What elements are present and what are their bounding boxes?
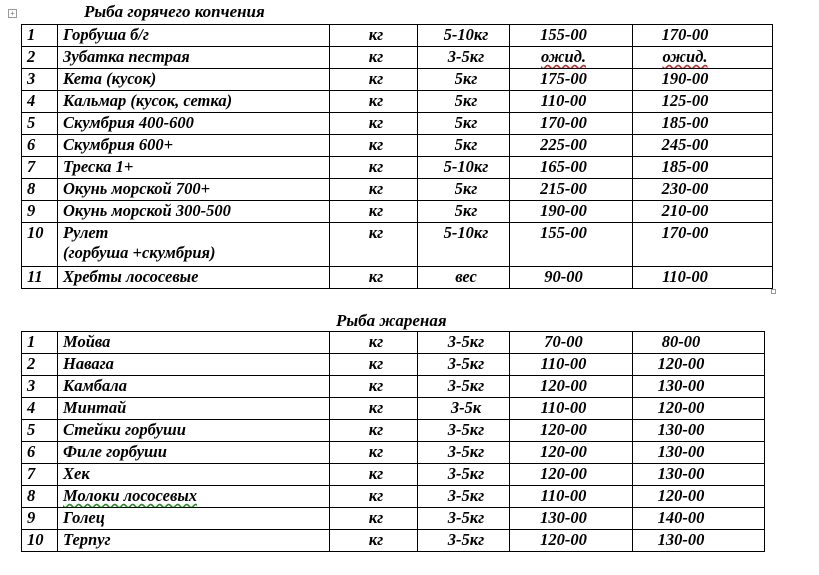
price-1: 110-00 [540, 91, 587, 110]
unit: кг [368, 442, 384, 461]
table-row [22, 376, 765, 398]
price-2: ожид. [662, 47, 708, 66]
package-weight: 5-10кг [443, 157, 489, 176]
price-2-cell [633, 464, 765, 486]
price-2-cell [633, 332, 765, 354]
row-number-cell [22, 464, 58, 486]
product-name: Скумбрия 400-600 [63, 113, 194, 132]
price-2: 245-00 [661, 135, 709, 154]
unit-cell [330, 354, 418, 376]
price-2-cell [633, 223, 773, 267]
price-2: 140-00 [657, 508, 705, 527]
price-2-cell [633, 25, 773, 47]
price-1: ожид. [540, 47, 587, 66]
price-1: 225-00 [540, 135, 587, 154]
price-2: 80-00 [661, 332, 701, 351]
price-1: 120-00 [540, 442, 587, 461]
product-name-cell [58, 179, 330, 201]
unit-cell [330, 223, 418, 267]
product-name-cell [58, 25, 330, 47]
package-weight: 3-5кг [447, 508, 485, 527]
price-2: 210-00 [661, 201, 709, 220]
price-1-cell [510, 508, 633, 530]
table-row [22, 223, 773, 267]
unit-cell [330, 135, 418, 157]
price-1: 110-00 [540, 354, 587, 373]
table-row [22, 91, 773, 113]
price-2-cell [633, 486, 765, 508]
table-row [22, 69, 773, 91]
price-1-cell [510, 223, 633, 267]
row-number: 4 [27, 398, 36, 417]
row-number: 6 [27, 442, 36, 461]
unit-cell [330, 25, 418, 47]
price-1: 70-00 [544, 332, 583, 351]
unit: кг [368, 354, 384, 373]
price-2-cell [633, 376, 765, 398]
product-name-cell [58, 332, 330, 354]
unit-cell [330, 420, 418, 442]
row-number: 5 [27, 420, 36, 439]
price-2-cell [633, 420, 765, 442]
row-number-cell [22, 179, 58, 201]
price-1: 165-00 [540, 157, 587, 176]
package-weight: 5кг [454, 69, 478, 88]
price-2: 125-00 [661, 91, 709, 110]
table-row [22, 530, 765, 552]
unit: кг [368, 486, 384, 505]
price-1: 170-00 [540, 113, 587, 132]
package-weight: 3-5кг [447, 530, 485, 549]
product-name: Минтай [63, 398, 127, 417]
price-2-cell [633, 267, 773, 289]
unit-cell [330, 69, 418, 91]
product-name: Треска 1+ [63, 157, 134, 176]
product-name: Хребты лососевые [63, 267, 199, 286]
row-number: 3 [27, 376, 36, 395]
table-row [22, 332, 765, 354]
product-name-cell [58, 398, 330, 420]
unit-cell [330, 91, 418, 113]
price-1: 110-00 [540, 486, 587, 505]
price-2-cell [633, 69, 773, 91]
product-name: Камбала [63, 376, 127, 395]
package-weight: 5кг [454, 135, 478, 154]
price-2-cell [633, 47, 773, 69]
package-weight: 3-5кг [447, 442, 485, 461]
product-name-cell [58, 157, 330, 179]
package-weight-cell [418, 398, 510, 420]
unit: кг [368, 157, 384, 176]
price-1-cell [510, 179, 633, 201]
package-weight-cell [418, 201, 510, 223]
package-weight-cell [418, 157, 510, 179]
table-row [22, 135, 773, 157]
package-weight: 5кг [454, 91, 478, 110]
price-2: 120-00 [657, 354, 705, 373]
row-number-cell [22, 113, 58, 135]
row-number-cell [22, 135, 58, 157]
price-1: 120-00 [540, 376, 587, 395]
product-name: Молоки лососевых [63, 486, 198, 505]
package-weight-cell [418, 223, 510, 267]
unit: кг [368, 113, 384, 132]
fried-title: Рыба жареная [336, 311, 447, 330]
price-2: 185-00 [661, 157, 709, 176]
unit: кг [368, 25, 384, 44]
price-1-cell [510, 376, 633, 398]
price-1-cell [510, 113, 633, 135]
unit-cell [330, 179, 418, 201]
price-2-cell [633, 398, 765, 420]
table-resize-handle[interactable] [771, 289, 776, 294]
price-2: 120-00 [657, 486, 705, 505]
unit: кг [368, 530, 384, 549]
table-row [22, 398, 765, 420]
price-2: 190-00 [661, 69, 709, 88]
product-name-cell [58, 47, 330, 69]
product-name: Голец [63, 508, 105, 527]
product-name-line-2: (горбуша +скумбрия) [63, 243, 216, 262]
product-name: Хек [63, 464, 90, 483]
price-2: 130-00 [657, 376, 705, 395]
product-name-cell [58, 354, 330, 376]
package-weight: 3-5кг [447, 354, 485, 373]
unit-cell [330, 376, 418, 398]
package-weight: 3-5к [450, 398, 482, 417]
row-number: 1 [27, 25, 36, 44]
table-move-handle-icon[interactable]: + [8, 9, 17, 18]
price-2: 120-00 [657, 398, 705, 417]
package-weight: 5кг [454, 201, 478, 220]
row-number-cell [22, 223, 58, 267]
product-name: Рулет [63, 223, 109, 242]
row-number-cell [22, 69, 58, 91]
row-number-cell [22, 442, 58, 464]
unit-cell [330, 530, 418, 552]
table-row [22, 47, 773, 69]
price-2-cell [633, 179, 773, 201]
price-1: 215-00 [540, 179, 587, 198]
package-weight: вес [455, 267, 477, 286]
product-name: Терпуг [63, 530, 111, 549]
product-name-cell [58, 420, 330, 442]
price-1-cell [510, 464, 633, 486]
row-number: 5 [27, 113, 36, 132]
product-name-cell [58, 201, 330, 223]
price-2-cell [633, 354, 765, 376]
row-number-cell [22, 332, 58, 354]
price-1-cell [510, 25, 633, 47]
price-2-cell [633, 508, 765, 530]
unit: кг [368, 201, 384, 220]
product-name: Стейки горбуши [63, 420, 186, 439]
unit: кг [368, 464, 384, 483]
unit: кг [368, 508, 384, 527]
price-2: 130-00 [657, 464, 705, 483]
unit-cell [330, 267, 418, 289]
row-number: 11 [27, 267, 43, 286]
table-row [22, 442, 765, 464]
row-number: 10 [27, 530, 44, 549]
price-1: 120-00 [540, 464, 587, 483]
table-row [22, 113, 773, 135]
package-weight-cell [418, 442, 510, 464]
row-number: 6 [27, 135, 36, 154]
unit-cell [330, 332, 418, 354]
package-weight-cell [418, 420, 510, 442]
price-2: 230-00 [661, 179, 709, 198]
row-number-cell [22, 201, 58, 223]
row-number: 9 [27, 508, 36, 527]
row-number: 3 [27, 69, 36, 88]
package-weight-cell [418, 69, 510, 91]
product-name-cell [58, 69, 330, 91]
package-weight: 5-10кг [443, 223, 489, 242]
hot-smoked-price-table [21, 24, 773, 289]
row-number-cell [22, 354, 58, 376]
row-number: 10 [27, 223, 44, 242]
row-number: 1 [27, 332, 36, 351]
unit-cell [330, 464, 418, 486]
unit: кг [368, 267, 384, 286]
row-number-cell [22, 47, 58, 69]
unit-cell [330, 157, 418, 179]
product-name: Окунь морской 700+ [63, 179, 210, 198]
product-name-cell [58, 223, 330, 267]
table-row [22, 486, 765, 508]
row-number: 7 [27, 157, 36, 176]
unit-cell [330, 442, 418, 464]
row-number-cell [22, 508, 58, 530]
unit-cell [330, 486, 418, 508]
package-weight-cell [418, 508, 510, 530]
package-weight: 5кг [454, 113, 478, 132]
price-1: 90-00 [544, 267, 583, 286]
price-1: 155-00 [540, 25, 587, 44]
product-name-cell [58, 135, 330, 157]
table-row [22, 201, 773, 223]
product-name-cell [58, 442, 330, 464]
product-name-cell [58, 113, 330, 135]
table-row [22, 25, 773, 47]
price-1-cell [510, 69, 633, 91]
row-number-cell [22, 267, 58, 289]
price-2-cell [633, 157, 773, 179]
product-name: Скумбрия 600+ [63, 135, 174, 154]
package-weight: 5-10кг [443, 25, 489, 44]
package-weight-cell [418, 486, 510, 508]
product-name: Окунь морской 300-500 [63, 201, 231, 220]
package-weight: 3-5кг [447, 376, 485, 395]
row-number-cell [22, 398, 58, 420]
package-weight-cell [418, 376, 510, 398]
price-2-cell [633, 113, 773, 135]
price-1-cell [510, 530, 633, 552]
unit: кг [368, 47, 384, 66]
row-number: 9 [27, 201, 36, 220]
table-row [22, 267, 773, 289]
price-2-cell [633, 135, 773, 157]
row-number-cell [22, 376, 58, 398]
row-number-cell [22, 486, 58, 508]
price-1-cell [510, 486, 633, 508]
price-2: 130-00 [657, 420, 705, 439]
product-name: Кальмар (кусок, сетка) [63, 91, 233, 110]
row-number-cell [22, 530, 58, 552]
hot-smoked-title: Рыба горячего копчения [84, 2, 265, 21]
package-weight-cell [418, 267, 510, 289]
price-1: 130-00 [540, 508, 587, 527]
unit: кг [368, 91, 384, 110]
table-row [22, 354, 765, 376]
package-weight: 3-5кг [447, 332, 485, 351]
unit-cell [330, 201, 418, 223]
unit: кг [368, 376, 384, 395]
price-1: 155-00 [540, 223, 587, 242]
price-1-cell [510, 157, 633, 179]
price-1: 120-00 [540, 420, 587, 439]
price-2: 110-00 [662, 267, 708, 286]
package-weight-cell [418, 179, 510, 201]
package-weight: 3-5кг [447, 464, 485, 483]
package-weight-cell [418, 113, 510, 135]
price-1-cell [510, 47, 633, 69]
unit: кг [368, 420, 384, 439]
unit: кг [368, 69, 384, 88]
table-row [22, 464, 765, 486]
unit-cell [330, 47, 418, 69]
price-2-cell [633, 201, 773, 223]
row-number: 4 [27, 91, 36, 110]
unit: кг [368, 135, 384, 154]
price-1-cell [510, 420, 633, 442]
price-1: 190-00 [540, 201, 587, 220]
product-name-cell [58, 530, 330, 552]
unit-cell [330, 113, 418, 135]
row-number: 7 [27, 464, 36, 483]
package-weight-cell [418, 332, 510, 354]
package-weight: 3-5кг [447, 486, 485, 505]
row-number: 2 [27, 47, 36, 66]
table-row [22, 508, 765, 530]
package-weight: 3-5кг [447, 47, 485, 66]
row-number-cell [22, 420, 58, 442]
table-row [22, 420, 765, 442]
price-1: 120-00 [540, 530, 587, 549]
table-row [22, 157, 773, 179]
price-1: 175-00 [540, 69, 587, 88]
price-2: 170-00 [661, 223, 709, 242]
price-2-cell [633, 91, 773, 113]
package-weight-cell [418, 464, 510, 486]
row-number: 8 [27, 179, 36, 198]
package-weight-cell [418, 135, 510, 157]
product-name: Навага [63, 354, 114, 373]
price-1-cell [510, 354, 633, 376]
price-1-cell [510, 91, 633, 113]
row-number: 8 [27, 486, 36, 505]
product-name-cell [58, 267, 330, 289]
row-number: 2 [27, 354, 36, 373]
package-weight-cell [418, 354, 510, 376]
product-name-cell [58, 376, 330, 398]
row-number-cell [22, 91, 58, 113]
package-weight: 3-5кг [447, 420, 485, 439]
row-number-cell [22, 157, 58, 179]
product-name-cell [58, 91, 330, 113]
unit: кг [368, 223, 384, 242]
price-2: 130-00 [657, 442, 705, 461]
product-name-cell [58, 464, 330, 486]
product-name: Кета (кусок) [63, 69, 157, 88]
package-weight-cell [418, 530, 510, 552]
unit-cell [330, 508, 418, 530]
fried-price-table [21, 331, 765, 552]
price-2: 130-00 [657, 530, 705, 549]
price-1-cell [510, 442, 633, 464]
unit: кг [368, 332, 384, 351]
row-number-cell [22, 25, 58, 47]
unit: кг [368, 398, 384, 417]
product-name: Филе горбуши [63, 442, 167, 461]
product-name: Мойва [63, 332, 111, 351]
price-2: 185-00 [661, 113, 709, 132]
package-weight-cell [418, 25, 510, 47]
price-2-cell [633, 442, 765, 464]
product-name-cell [58, 508, 330, 530]
unit: кг [368, 179, 384, 198]
package-weight: 5кг [454, 179, 478, 198]
price-1: 110-00 [540, 398, 587, 417]
product-name-cell [58, 486, 330, 508]
price-1-cell [510, 332, 633, 354]
price-2-cell [633, 530, 765, 552]
unit-cell [330, 398, 418, 420]
price-1-cell [510, 135, 633, 157]
price-1-cell [510, 398, 633, 420]
price-2: 170-00 [661, 25, 709, 44]
product-name: Горбуша б/г [63, 25, 149, 44]
price-1-cell [510, 267, 633, 289]
product-name: Зубатка пестрая [63, 47, 190, 66]
table-row [22, 179, 773, 201]
package-weight-cell [418, 91, 510, 113]
package-weight-cell [418, 47, 510, 69]
price-1-cell [510, 201, 633, 223]
